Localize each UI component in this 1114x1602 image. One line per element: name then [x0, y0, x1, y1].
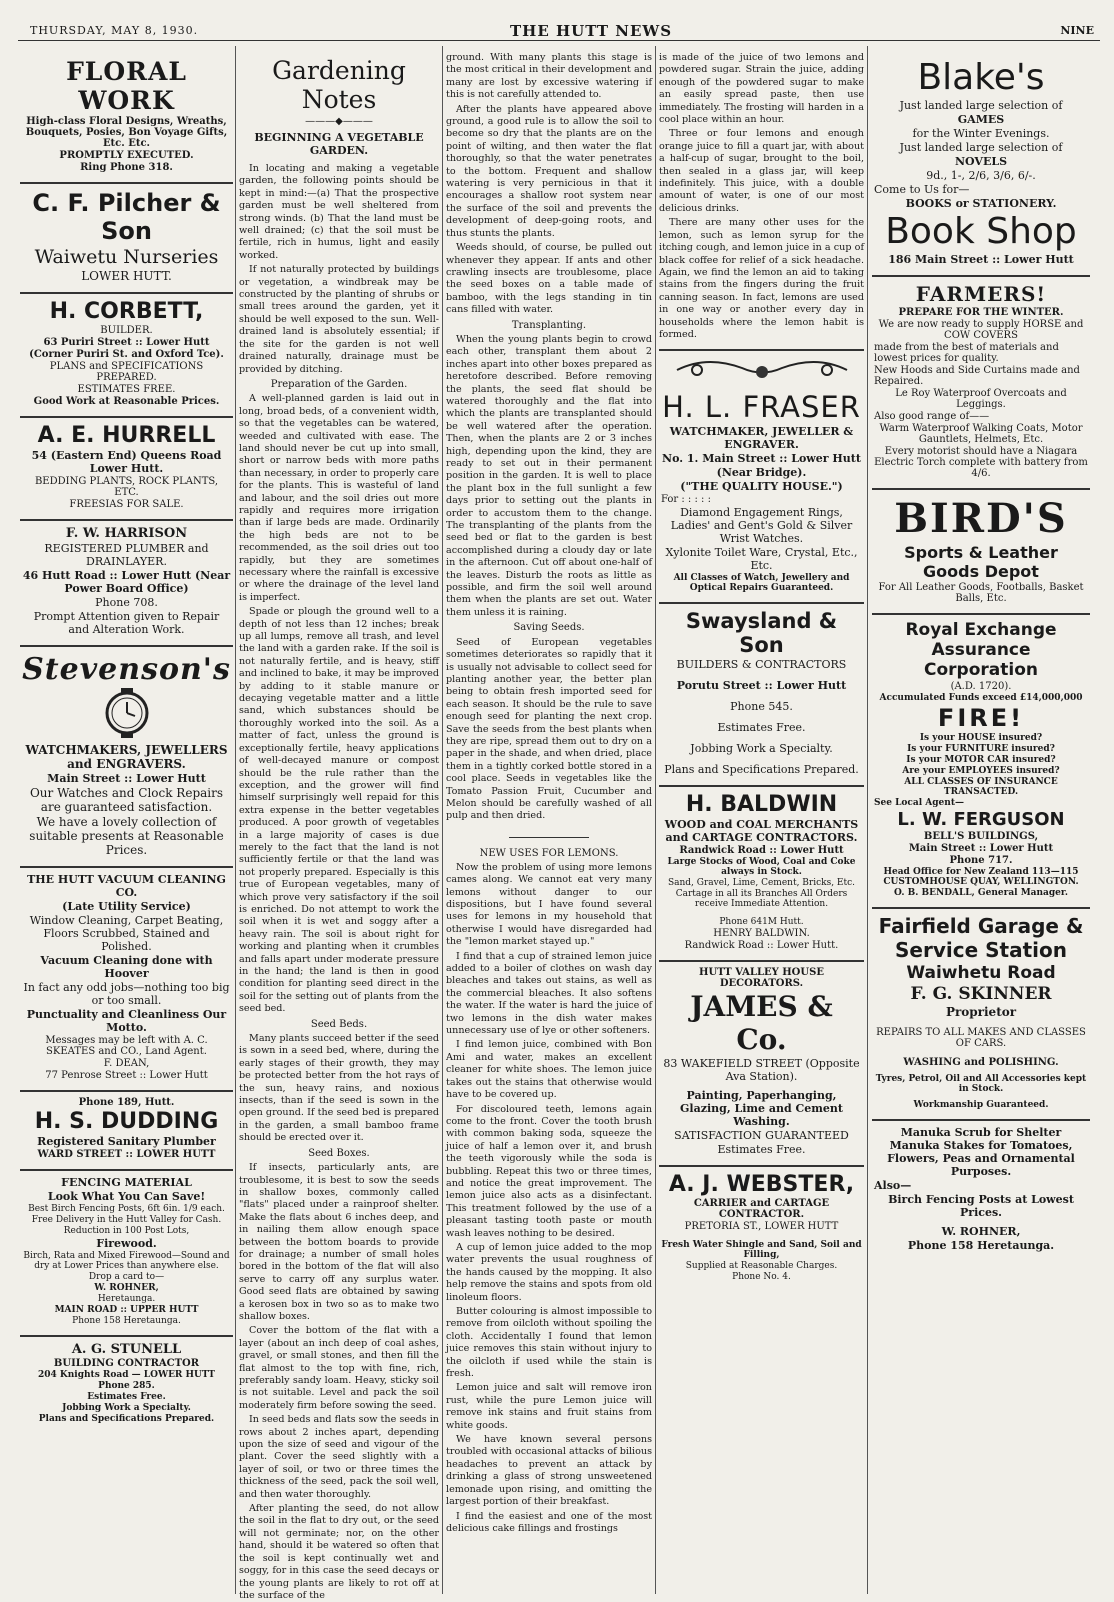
column-ads-centre — [659, 52, 864, 1592]
jewellery-ornament-icon — [667, 355, 857, 385]
watch-icon — [99, 688, 155, 738]
ad-hurrell: A. E. HURRELL 54 (Eastern End) Queens Road Lower Hutt. BEDDING PLANTS, ROCK PLANTS, ETC. FREESIAS FOR SALE. — [20, 418, 233, 521]
ad-swaysland: Swaysland & Son BUILDERS & CONTRACTORS Porutu Street :: Lower Hutt Phone 545. Estimates Free. Jobbing Work a Specialty. Plans and Specifications Prepared. — [659, 604, 864, 787]
column-rule — [867, 46, 868, 1594]
column-articles — [446, 52, 652, 1592]
ad-fairfield-garage: Fairfield Garage & Service Station Waiwhetu Road F. G. SKINNER Proprietor REPAIRS TO ALL MAKES AND CLASSES OF CARS. WASHING and POLISHING. Tyres, Petrol, Oil and All Accessories kept in Stock. Workmanship Guaranteed. — [872, 909, 1090, 1121]
ornament-divider: ———◆——— — [305, 116, 373, 127]
article-body: In locating and making a vegetable garden, the following points should be kept in mind:—(a) That the prospective garden must be well sheltered from strong winds. (b) That the land must be well drained; (c) that the soil must be fertile, rich in humus, light and easily worked. If not naturally protected by buildings or vegetation, a windbreak may be constructed by the planting of shrubs or small trees around the garden, yet it should be well exposed to the sun. Well-drained land is absolutely essential; if the site for the garden is not well drained naturally, drainage must be provided by ditching. Preparation of the Garden. A well-planned garden is laid out in long, broad beds, of a convenient width, so that the vegetables can be watered, weeded and cultivated with ease. The land should never be cut up into small, short or narrow beds with more paths than necessary, in order to properly care for the plants. This is wasteful of land and labour, and the soil dries out more rapidly and requires more irrigation than if large beds are made. Ordinarily the high beds are not to be recommended, as the soil dries out too rapidly, but they are sometimes necessary where the rainfall is excessive or where the drainage of the level land is imperfect. Spade or plough the ground well to a depth of not less than 12 inches; break up all lumps, remove all trash, and level the land with a garden rake. If the soil is not naturally fertile, and is heavy, stiff and inclined to bake, it may be improved by adding to it stable manure or decaying vegetable matter and a little sand, which substances should be thoroughly worked into the soil. As a matter of fact, unless the ground is exceptionally fertile, heavy applications of well-decayed manure or compost should be the rule rather than the exception, and the grower will find himself surprisingly well repaid for this extra expense in the better vegetables produced. A poor growth of vegetables in a large majority of cases is due merely to the fact that the land is not sufficiently fertile or that the land was not properly prepared. Especially is this true of European vegetables, many of which prove very satisfactory if the soil is enriched. Do not attempt to work the soil when it is wet and soggy after a heavy rain. The soil is about right for working and planting when it crumbles and falls apart under moderate pressure in the hand; the land is then in good condition for planting seed direct in the soil for the setting out of plants from the seed bed. Seed Beds. Many plants succeed better if the seed is sown in a seed bed, where, during the early stages of their growth, they may be protected better from the hot rays of the sun, heavy rains, and noxious insects, than if the seed is sown in the open ground. If the seed bed is prepared in the garden, a small bamboo frame should be erected over it. Seed Boxes. If insects, particularly ants, are troublesome, it is best to sow the seeds in shallow boxes, commonly called "flats" placed under a rainproof shelter. Make the flats about 6 inches deep, and in nailing them allow enough space between the bottom boards to provide for drainage; a number of small holes bored in the bottom of the flat will also serve to carry off any surplus water. Good seed flats are obtained by sawing a kerosen box in two so as to make two shallow boxes. Cover the bottom of the flat with a layer (about an inch deep of coal ashes, gravel, or small stones, and then fill the flat almost to the top with fine, rich, preferably sandy loam. Heavy, sticky soil is not suitable. Level and pack the soil moderately firm before sowing the seed. In seed beds and flats sow the seeds in rows about 2 inches apart, depending upon the size of seed and vigour of the plant. Cover the seed slightly with a layer of soil, or two or three times the thickness of the seed, pack the soil well, and then water thoroughly. After planting the seed, do not allow the soil in the flat to dry out, or the seed will not germinate; nor, on the other hand, should it be watered so often that the soil is kept continually wet and soggy, for in this case the seed decays or the young plants are likely to rot off at the surface of the — [239, 163, 439, 1601]
article-heading: BEGINNING A VEGETABLE GARDEN. — [254, 131, 424, 157]
lemons-heading: NEW USES FOR LEMONS. — [479, 847, 619, 859]
ad-baldwin: H. BALDWIN WOOD and COAL MERCHANTS and CARTAGE CONTRACTORS. Randwick Road :: Lower Hutt Large Stocks of Wood, Coal and Coke always in Stock. Sand, Gravel, Lime, Cement, Bricks, Etc. Cartage in all its Branches All Orders receive Immediate Attention. Phone 641M Hutt. HENRY BALDWIN. Randwick Road :: Lower Hutt. — [659, 787, 864, 962]
column-rule — [655, 46, 656, 1594]
newspaper-title: THE HUTT NEWS — [510, 22, 673, 40]
page-number: NINE — [1060, 24, 1094, 37]
ad-birds: BIRD'S Sports & Leather Goods Depot For All Leather Goods, Footballs, Basket Balls, Etc. — [872, 490, 1090, 615]
ad-fraser: H. L. FRASER WATCHMAKER, JEWELLER & ENGRAVER. No. 1. Main Street :: Lower Hutt (Near Bridge). ("THE QUALITY HOUSE.") For : : : : : Diamond Engagement Rings, Ladies' and Gent's Gold & Silver Wrist Watches. Xylonite Toilet Ware, Crystal, Etc., Etc. All Classes of Watch, Jewellery and Optical Repairs Guaranteed. — [659, 351, 864, 604]
ad-dudding: Phone 189, Hutt. H. S. DUDDING Registered Sanitary Plumber WARD STREET :: LOWER HUTT — [20, 1092, 233, 1171]
ad-james-co: HUTT VALLEY HOUSE DECORATORS. JAMES & Co. 83 WAKEFIELD STREET (Opposite Ava Station). Painting, Paperhanging, Glazing, Lime and Cement Washing. SATISFACTION GUARANTEED Estimates Free. — [659, 962, 864, 1167]
masthead — [30, 22, 1094, 40]
ad-vacuum-cleaning: THE HUTT VACUUM CLEANING CO. (Late Utility Service) Window Cleaning, Carpet Beating, Floors Scrubbed, Stained and Polished. Vacuum Cleaning done with Hoover In fact any odd jobs—nothing too big or too small. Punctuality and Cleanliness Our Motto. Messages may be left with A. C. SKEATES and CO., Land Agent. F. DEAN, 77 Penrose Street :: Lower Hutt — [20, 868, 233, 1092]
lemons-continued: is made of the juice of two lemons and powdered sugar. Strain the juice, adding enough of the powdered sugar to make an easily spread paste, then use immediately. The frosting will harden in a cool place within an hour. Three or four lemons and enough orange juice to fill a quart jar, with about a half-cup of sugar, brought to the boil, then sealed in a glass jar, will keep indefinitely. This juice, with a double amount of water, is one of our most delicious drinks. There are many other uses for the lemon, such as lemon syrup for the itching cough, and lemon juice in a cup of black coffee for relief of a sick headache. Again, we find the lemon an aid to taking stains from the fingers during the fruit canning season. In fact, lemons are used in one way or another every day in households where the lemon habit is formed. — [659, 52, 864, 351]
ad-harrison: F. W. HARRISON REGISTERED PLUMBER and DRAINLAYER. 46 Hutt Road :: Lower Hutt (Near Power Board Office) Phone 708. Prompt Attention given to Repair and Alteration Work. — [20, 521, 233, 647]
column-rule — [235, 46, 236, 1594]
ad-stunell: A. G. STUNELL BUILDING CONTRACTOR 204 Knights Road — LOWER HUTT Phone 285. Estimates Free. Jobbing Work a Specialty. Plans and Specifications Prepared. — [38, 1342, 215, 1424]
header-rule — [18, 40, 1100, 41]
article-continued: ground. With many plants this stage is the most critical in their development and many are lost by excessive watering if this is not carefully attended to. After the plants have appeared above ground, a good rule is to allow the soil to become so dry that the plants are on the point of wilting, and then water the flat thoroughly, so that the water penetrates to the bottom. Frequent and shallow watering is very pernicious in that it encourages a shallow root system near the surface of the soil and prevents the development of deep-going roots, and thus stunts the plants. Weeds should, of course, be pulled out whenever they appear. If ants and other crawling insects are troublesome, place the seed boxes on a table made of bamboo, with the legs standing in tin cans filled with water. Transplanting. When the young plants begin to crowd each other, transplant them about 2 inches apart into other boxes prepared as heretofore described. Before removing the plants, the seed flat should be watered thoroughly and the flat into which the plants are transplanted should be well watered after the operation. Then, when the plants are 2 or 3 inches high, depending upon the kind, they are ready to set out in their permanent position in the garden. It is well to place the plant box in the full sunlight a few days prior to setting out the plants in order to accustom them to the change. The transplanting of the plants from the seed bed or flat to the garden is best accomplished during a cloudy day or late in the afternoon. Cut off about one-half of the leaves. Disturb the roots as little as possible, and firm the soil well around them when the plants are set out. Water them unless it is raining. Saving Seeds. Seed of European vegetables sometimes deteriorates so rapidly that it is usually not advisable to collect seed for planting another year, the better plan being to obtain fresh imported seed for each season. It should be the rule to save enough seed for planting the next crop. Save the seeds from the best plants when they are ripe, spread them out to dry on a paper in the shade, and when dried, place them in a tightly corked bottle stored in a cool place. Seeds in vegetables like the Tomato Passion Fruit, Cucumber and Melon should be carefully washed of all pulp and then dried. — [446, 52, 652, 822]
ad-fencing: FENCING MATERIAL Look What You Can Save! Best Birch Fencing Posts, 6ft 6in. 1/9 each. Free Delivery in the Hutt Valley for Cash. Reduction in 100 Post Lots, Firewood. Birch, Rata and Mixed Firewood—Sound and dry at Lower Prices than anywhere else. Drop a card to— W. ROHNER, Heretaunga. MAIN ROAD :: UPPER HUTT Phone 158 Heretaunga. — [20, 1171, 233, 1337]
lemons-article: Now the problem of using more lemons cames along. We cannot eat very many lemons without danger to our dispositions, but I have found several uses for lemons in my household that otherwise I would have disregarded had the "lemon market stayed up." I find that a cup of strained lemon juice added to a boiler of clothes on wash day bleaches and takes out stains, as well as the commercial bleaches. It also softens the water. If the water is hard the juice of two lemons in the dish water makes unnecessary use of lye or other softeners. I find lemon juice, combined with Bon Ami and water, makes an excellent cleaner for white shoes. The lemon juice takes out the stains that otherwise would have to be covered up. For discoloured teeth, lemons again come to the front. Cover the tooth brush with common baking soda, squeeze the juice of half a lemon over it, and brush the teeth vigorously while the soda is bubbling. Repeat this two or three times, and notice the great improvement. The lemon juice also acts as a disinfectant. This treatment followed by the use of a pleasant tasting tooth paste or mouth wash leaves nothing to be desired. A cup of lemon juice added to the mop water prevents the usual roughness of the hands caused by the mopping. It also help remove the stains and spots from old linoleum floors. Butter colouring is almost impossible to remove from oilcloth without spoiling the cloth. Accidentally I found that lemon juice removes this stain without injury to the oilcloth if used while the stain is fresh. Lemon juice and salt will remove iron rust, while the pure Lemon juice will remove ink stains and fruit stains from white goods. We have known several persons troubled with occasional attacks of bilious headaches to prevent an attack by drinking a glass of strong unsweetened lemonade upon rising, and omitting the largest portion of their breakfast. I find the easiest and one of the most delicious cake fillings and frostings — [446, 861, 652, 1534]
ad-manuka-rohner: Manuka Scrub for Shelter Manuka Stakes for Tomatoes, Flowers, Peas and Ornamental Purposes. Also— Birch Fencing Posts at Lowest Prices. W. ROHNER, Phone 158 Heretaunga. — [874, 1126, 1075, 1252]
article-title: Gardening Notes — [272, 56, 406, 114]
ad-stevensons: Stevenson's WATCHMAKERS, JEWELLERS and ENGRAVERS. Main Street :: Lower Hutt Our Watches and Clock Repairs are guaranteed satisfaction. We have a lovely collection of suitable presents at Reasonable Prices. — [20, 647, 233, 868]
column-gardening-notes — [239, 52, 439, 1601]
stevensons-logo: Stevenson's — [22, 652, 231, 687]
ad-corbett: H. CORBETT, BUILDER. 63 Puriri Street :: Lower Hutt (Corner Puriri St. and Oxford Tce). PLANS and SPECIFICATIONS PREPARED. ESTIMATES FREE. Good Work at Reasonable Prices. — [20, 294, 233, 418]
article-divider — [509, 837, 589, 838]
ad-farmers: FARMERS! PREPARE FOR THE WINTER. We are now ready to supply HORSE and COW COVERS made from the best of materials and lowest prices for quality. New Hoods and Side Curtains made and Repaired. Le Roy Waterproof Overcoats and Leggings. Also good range of—— Warm Waterproof Walking Coats, Motor Gauntlets, Helmets, Etc. Every motorist should have a Niagara Electric Torch complete with battery from 4/6. — [872, 277, 1090, 490]
column-ads-right — [872, 52, 1090, 1592]
issue-date: THURSDAY, MAY 8, 1930. — [30, 24, 199, 37]
column-ads-left — [20, 52, 233, 1592]
column-rule — [442, 46, 443, 1594]
ad-royal-exchange: Royal Exchange Assurance Corporation (A.D. 1720). Accumulated Funds exceed £14,000,000 FIRE! Is your HOUSE insured? Is your FURNITURE insured? Is your MOTOR CAR insured? Are your EMPLOYEES insured? ALL CLASSES OF INSURANCE TRANSACTED. See Local Agent— L. W. FERGUSON BELL'S BUILDINGS, Main Street :: Lower Hutt Phone 717. Head Office for New Zealand 113—115 CUSTOMHOUSE QUAY, WELLINGTON. O. B. BENDALL, General Manager. — [872, 615, 1090, 909]
ad-floral-work: FLORAL WORK High-class Floral Designs, Wreaths, Bouquets, Posies, Bon Voyage Gifts, Etc. Etc. PROMPTLY EXECUTED. Ring Phone 318. — [20, 52, 233, 184]
ad-pilcher: C. F. Pilcher & Son Waiwetu Nurseries LOWER HUTT. — [20, 184, 233, 294]
ad-blakes: Blake's Just landed large selection of GAMES for the Winter Evenings. Just landed large selection of NOVELS 9d., 1-, 2/6, 3/6, 6/-. Come to Us for— BOOKS or STATIONERY. Book Shop 186 Main Street :: Lower Hutt — [872, 52, 1090, 277]
ad-webster: A. J. WEBSTER, CARRIER and CARTAGE CONTRACTOR. PRETORIA ST., LOWER HUTT Fresh Water Shingle and Sand, Soil and Filling, Supplied at Reasonable Charges. Phone No. 4. — [661, 1172, 862, 1283]
